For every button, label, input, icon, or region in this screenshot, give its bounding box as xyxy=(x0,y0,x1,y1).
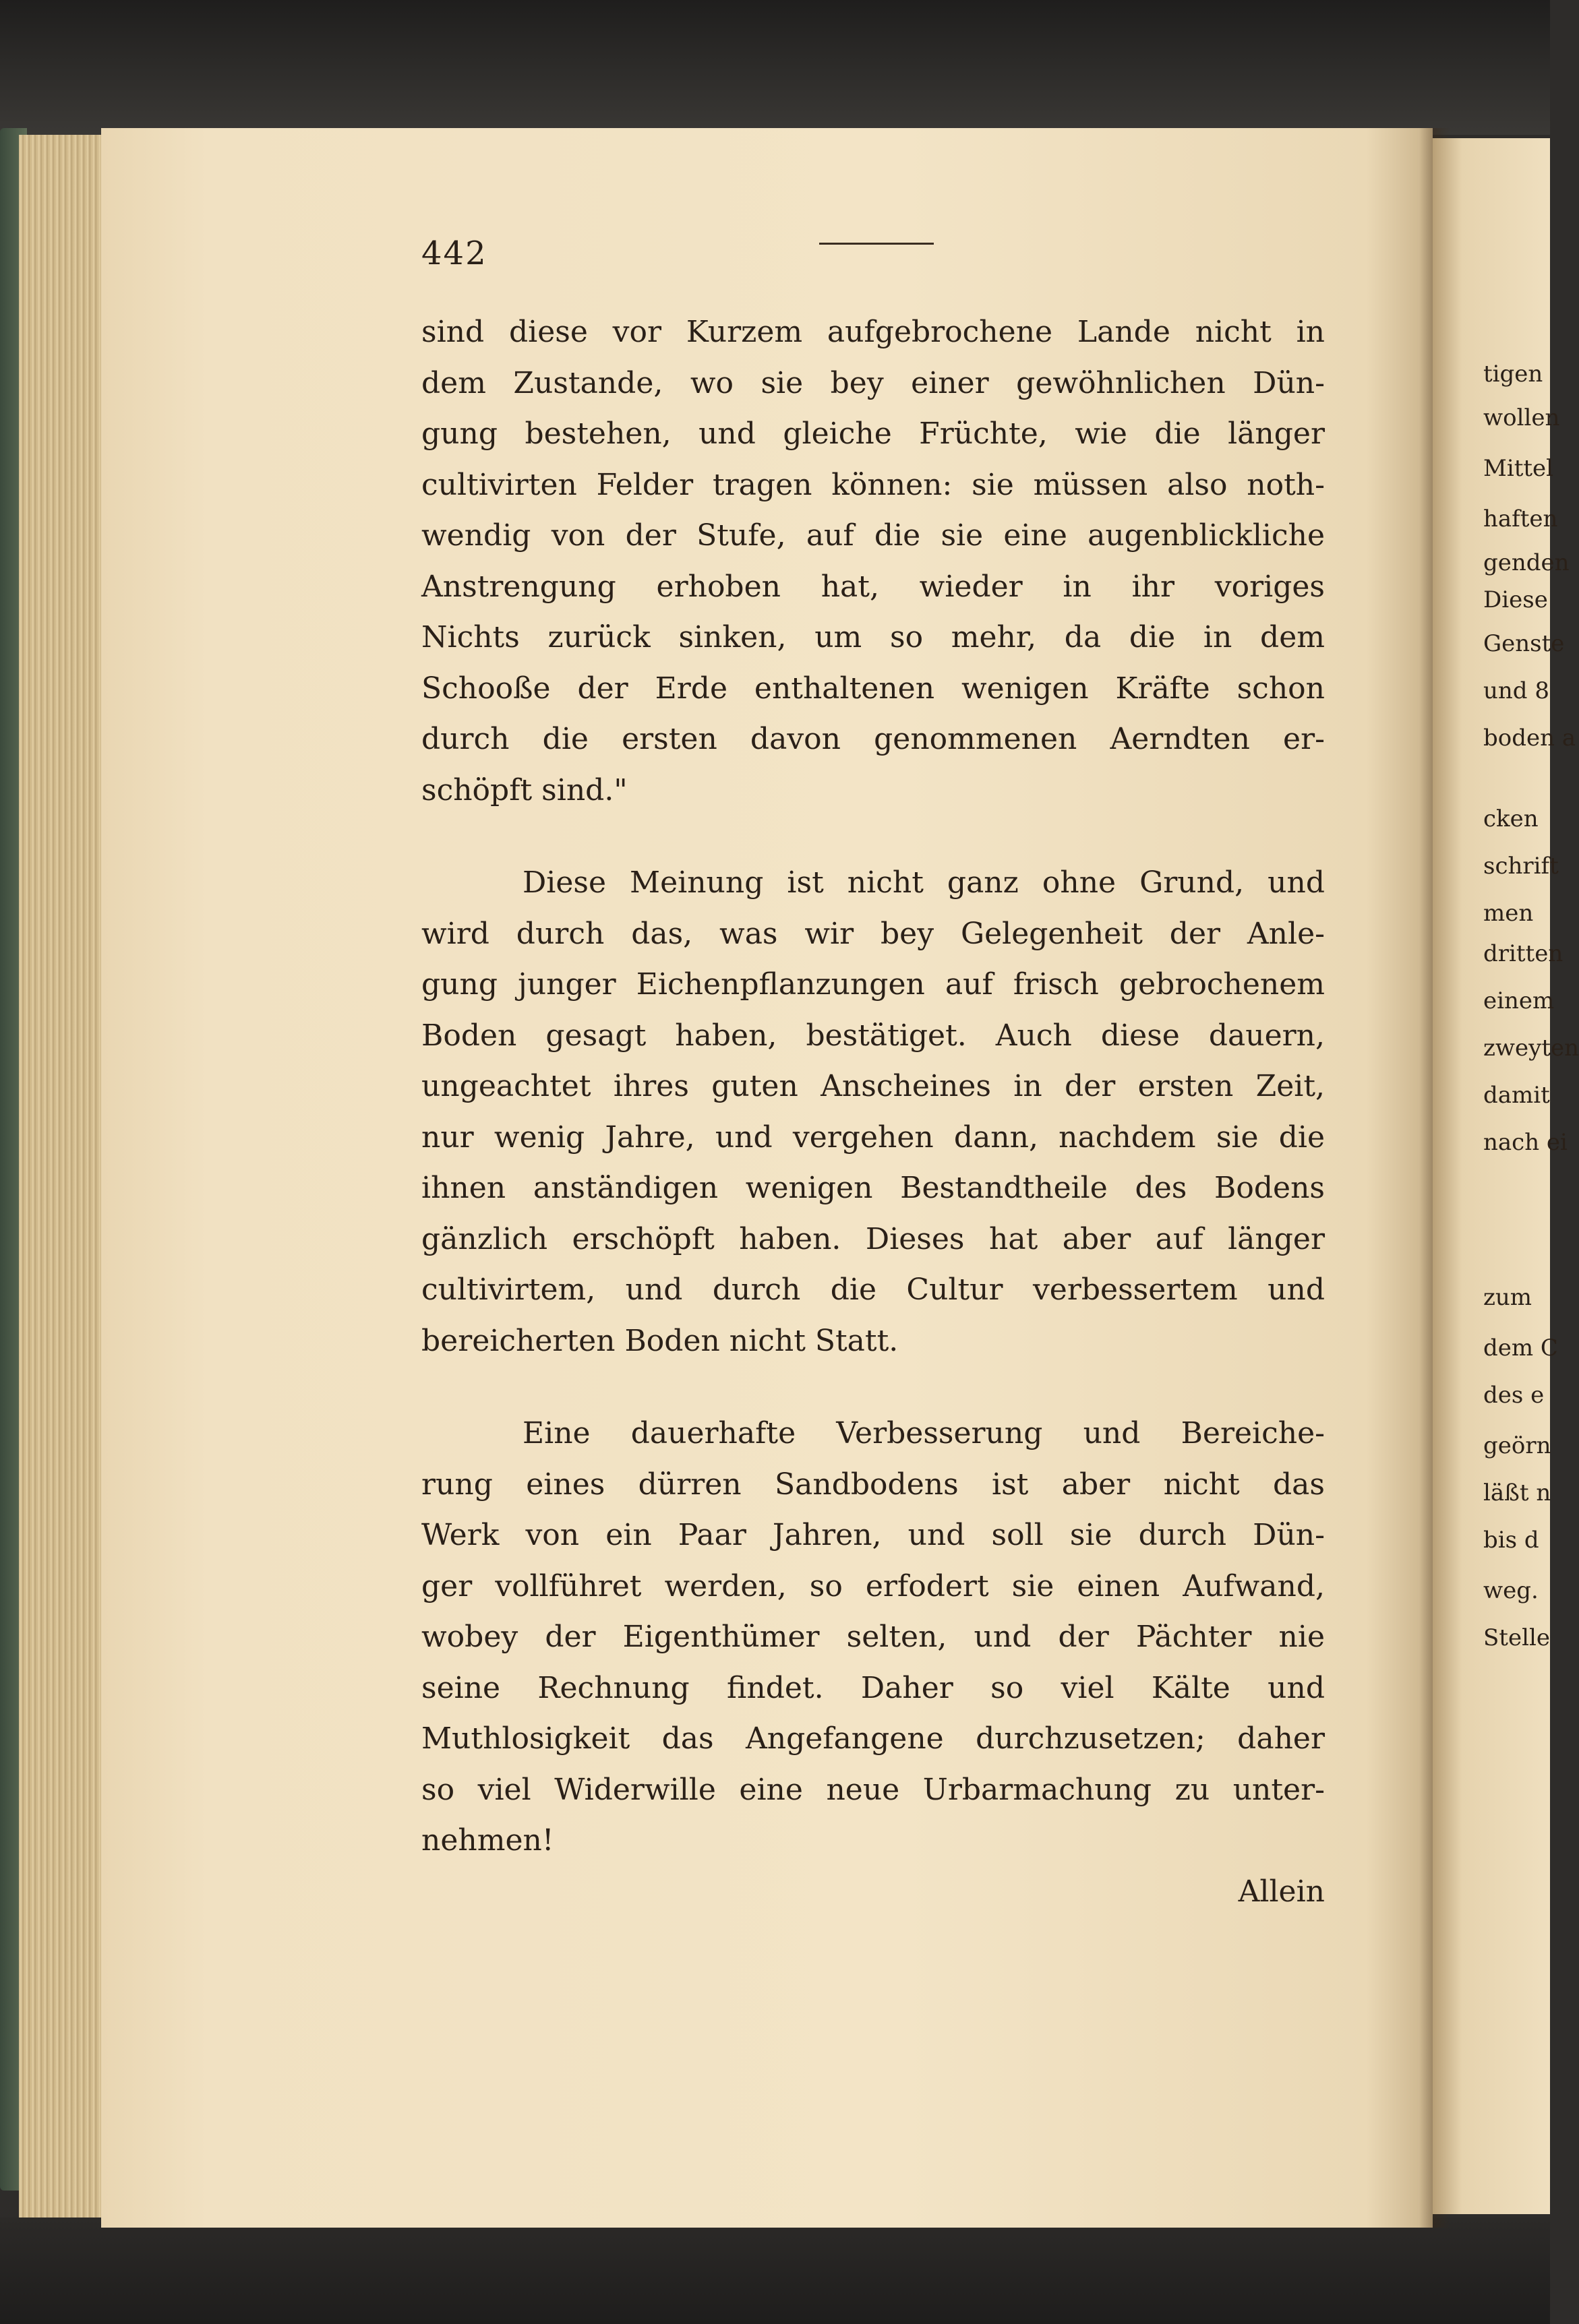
paragraph-3 xyxy=(421,1408,1325,1866)
text-line: cultivirtem, und durch die Cultur verbessertem und xyxy=(421,1273,1325,1307)
facing-page-line: weg. xyxy=(1483,1577,1539,1604)
catchword: Allein xyxy=(1238,1874,1325,1909)
facing-page-line: haften xyxy=(1483,506,1558,532)
paragraph-1 xyxy=(421,307,1325,816)
paragraph-gap xyxy=(421,816,1325,857)
text-line: Eine dauerhafte Verbesserung und Bereiche- xyxy=(523,1416,1325,1450)
facing-page-line: tigen xyxy=(1483,361,1543,388)
text-line: durch die ersten davon genommenen Aerndten er- xyxy=(421,722,1325,756)
text-line: Nichts zurück sinken, um so mehr, da die in dem xyxy=(421,620,1325,654)
text-line: gänzlich erschöpft haben. Dieses hat aber auf länger xyxy=(421,1221,1325,1256)
paragraph-gap xyxy=(421,1366,1325,1408)
paragraph-2 xyxy=(421,857,1325,1366)
facing-page-line: cken xyxy=(1483,805,1539,832)
text-line: rung eines dürren Sandbodens ist aber nicht das xyxy=(421,1467,1325,1502)
facing-page-line: wollen xyxy=(1483,404,1560,431)
background-top xyxy=(0,0,1550,135)
text-line: wendig von der Stufe, auf die sie eine augenblickliche xyxy=(421,518,1325,553)
facing-page-line: des e xyxy=(1483,1382,1545,1409)
text-line: sind diese vor Kurzem aufgebrochene Lande nicht in xyxy=(421,315,1325,349)
text-line: seine Rechnung findet. Daher so viel Kälte und xyxy=(421,1670,1325,1705)
facing-page-line: boden a xyxy=(1483,725,1576,752)
facing-page-line: dritten xyxy=(1483,940,1563,967)
facing-page-line: dem C xyxy=(1483,1335,1558,1362)
text-line: Schooße der Erde enthaltenen wenigen Kräfte schon xyxy=(421,671,1325,706)
text-line: ungeachtet ihres guten Anscheines in der ersten Zeit, xyxy=(421,1069,1325,1103)
facing-page-line: zweyten xyxy=(1483,1035,1579,1062)
text-line: gung junger Eichenpflanzungen auf frisch gebrochenem xyxy=(421,967,1325,1002)
book-page-right xyxy=(1433,138,1579,2214)
text-line: wobey der Eigenthümer selten, und der Pächter nie xyxy=(421,1620,1325,1654)
facing-page-line: men xyxy=(1483,900,1534,927)
facing-page-line: schrift xyxy=(1483,853,1559,880)
text-line: nehmen! xyxy=(421,1823,554,1858)
facing-page-line: Mittel xyxy=(1483,455,1554,482)
background-bottom xyxy=(0,2218,1550,2324)
text-line: ger vollführet werden, so erfodert sie einen Aufwand, xyxy=(421,1568,1325,1603)
text-line: Diese Meinung ist nicht ganz ohne Grund, und xyxy=(523,865,1325,900)
page-edges xyxy=(19,135,115,2218)
text-line: gung bestehen, und gleiche Früchte, wie die länger xyxy=(421,417,1325,451)
facing-page-line: Diese xyxy=(1483,586,1548,613)
facing-page-line: einem xyxy=(1483,987,1555,1014)
facing-page-line: läßt n xyxy=(1483,1479,1551,1506)
text-line: Boden gesagt haben, bestätiget. Auch diese dauern, xyxy=(421,1018,1325,1053)
text-line: schöpft sind." xyxy=(421,772,628,807)
facing-page-line: damit xyxy=(1483,1082,1550,1109)
facing-page-line: nach ei xyxy=(1483,1129,1568,1156)
facing-page-line: bis d xyxy=(1483,1527,1539,1554)
text-line: Muthlosigkeit das Angefangene durchzusetzen; daher xyxy=(421,1721,1325,1756)
text-line: cultivirten Felder tragen können: sie müssen also noth- xyxy=(421,467,1325,502)
facing-page-line: und 8 xyxy=(1483,677,1549,704)
facing-page-line: Genste xyxy=(1483,630,1565,657)
text-line: nur wenig Jahre, und vergehen dann, nachdem sie die xyxy=(421,1120,1325,1155)
facing-page-line: geörn xyxy=(1483,1432,1551,1459)
header-rule xyxy=(819,243,934,245)
facing-page-line: Stelle xyxy=(1483,1624,1550,1651)
text-line: ihnen anständigen wenigen Bestandtheile des Bodens xyxy=(421,1171,1325,1205)
text-line: so viel Widerwille eine neue Urbarmachung zu unter- xyxy=(421,1772,1325,1807)
text-line: bereicherten Boden nicht Statt. xyxy=(421,1323,899,1358)
text-line: dem Zustande, wo sie bey einer gewöhnlichen Dün- xyxy=(421,365,1325,400)
text-line: wird durch das, was wir bey Gelegenheit der Anle- xyxy=(421,916,1325,951)
facing-page-line: genden xyxy=(1483,549,1570,576)
text-line: Anstrengung erhoben hat, wieder in ihr voriges xyxy=(421,569,1325,604)
page-text xyxy=(421,307,1325,1917)
text-line: Werk von ein Paar Jahren, und soll sie durch Dün- xyxy=(421,1518,1325,1552)
facing-page-line: zum xyxy=(1483,1284,1532,1311)
page-number: 442 xyxy=(421,235,487,272)
